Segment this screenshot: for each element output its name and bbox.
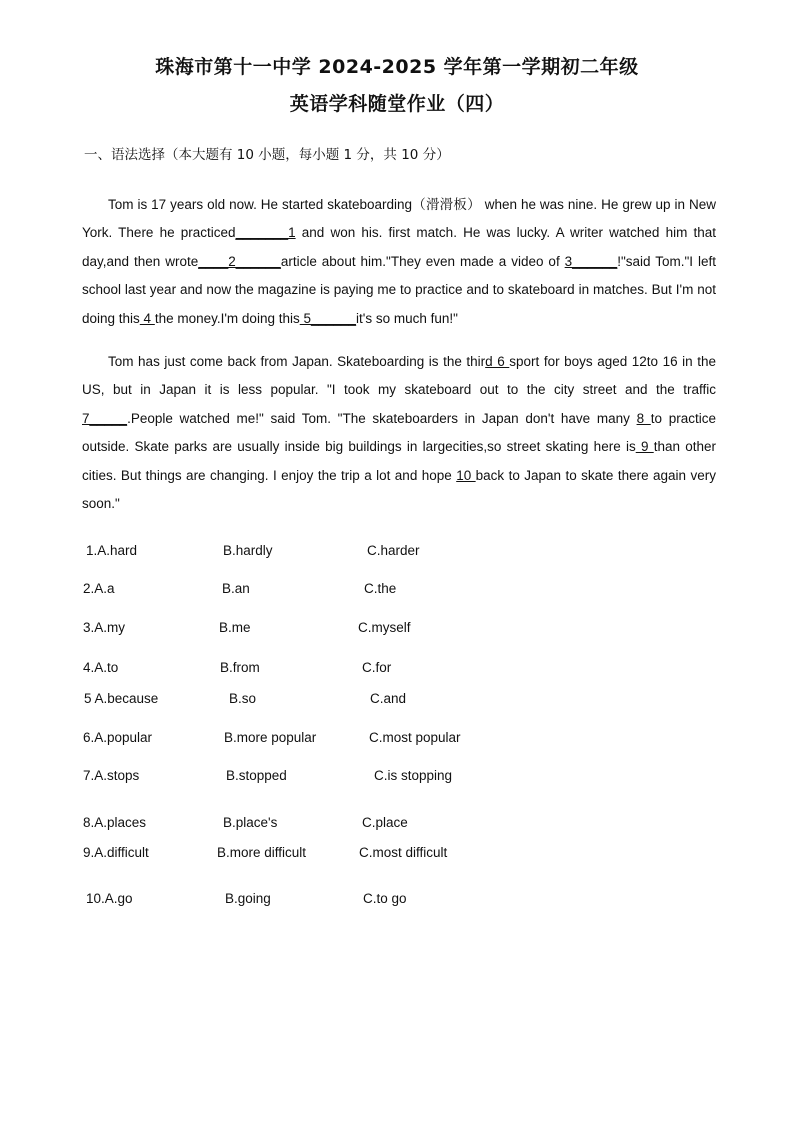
option-c: C.most difficult xyxy=(359,845,448,860)
title-line-2: 英语学科随堂作业（四） xyxy=(289,93,505,115)
option-a: 3.A.my xyxy=(83,620,126,635)
option-a: 2.A.a xyxy=(83,581,115,596)
passage-text: Tom is 17 years old now. He started skateboarding（滑滑板） when he was nine. He grew up in New York. There he practiced xyxy=(82,197,716,241)
passage-text: Tom has just come back from Japan. Skateboarding is the thir xyxy=(108,354,486,369)
option-b: B.hardly xyxy=(223,543,273,558)
option-a: 9.A.difficult xyxy=(83,845,149,860)
option-b: B.place's xyxy=(223,815,278,830)
option-a: 4.A.to xyxy=(83,660,119,675)
option-a: 6.A.popular xyxy=(83,730,153,745)
passage-text: to practice outside. Skate parks are usually inside big buildings in largecities,so street skating here is xyxy=(82,410,716,455)
blank-3: 3______ xyxy=(564,253,618,269)
option-b: B.more difficult xyxy=(217,845,307,860)
passage-text: than other cities. But things are changing. I enjoy the trip a lot and hope xyxy=(82,439,716,483)
passage-text: article about him."They even made a video of xyxy=(280,253,565,269)
option-b: B.going xyxy=(225,891,271,906)
section-heading: 一、语法选择（本大题有 10 小题，每小题 1 分，共 10 分） xyxy=(84,147,450,163)
passage-2 xyxy=(82,348,716,518)
passage-text: the money.I'm doing this xyxy=(154,310,300,326)
option-b: B.more popular xyxy=(224,730,317,745)
option-b: B.an xyxy=(222,581,250,596)
option-c: C.the xyxy=(364,581,397,596)
blank-10: 10 xyxy=(456,467,476,483)
option-a: 10.A.go xyxy=(86,891,133,906)
blank-5: 5______ xyxy=(299,310,357,326)
option-c: C.harder xyxy=(367,543,420,558)
title-line-1: 珠海市第十一中学 2024-2025 学年第一学期初二年级 xyxy=(155,56,639,78)
passage-text: sport for boys aged 12to 16 in the US, but in Japan it is less popular. "I took my skateboard out to the city street and the traffic xyxy=(82,354,716,398)
option-c: C.is stopping xyxy=(374,768,453,783)
passage-1 xyxy=(82,191,716,333)
passage-text: !"said Tom."I left school last year and now the magazine is paying me to practice and to skateboard in matches. But I'm not doing this xyxy=(82,253,716,326)
option-b: B.from xyxy=(220,660,260,675)
option-c: C.to go xyxy=(363,891,407,906)
option-b: B.stopped xyxy=(226,768,287,783)
option-c: C.place xyxy=(362,815,408,830)
blank-4: 4 xyxy=(139,310,155,326)
blank-1: _______1 xyxy=(235,225,296,241)
option-b: B.so xyxy=(229,691,257,706)
option-a: 1.A.hard xyxy=(86,543,138,558)
option-c: C.for xyxy=(362,660,392,675)
option-c: C.myself xyxy=(358,620,411,635)
blank-8: 8 xyxy=(636,410,651,426)
option-c: C.and xyxy=(370,691,407,706)
option-b: B.me xyxy=(219,620,251,635)
option-a: 5 A.because xyxy=(84,691,159,706)
passage-text: it's so much fun!" xyxy=(356,310,458,326)
passage-text: and won his. first match. He was lucky. A writer watched him that day,and then wrote xyxy=(82,225,716,269)
option-c: C.most popular xyxy=(369,730,461,745)
blank-6: d 6 xyxy=(485,354,510,369)
option-a: 7.A.stops xyxy=(83,768,140,783)
passage-text: .People watched me!" said Tom. "The skateboarders in Japan don't have many xyxy=(127,410,637,426)
blank-9: 9 xyxy=(635,439,654,455)
blank-7: 7_____ xyxy=(82,410,128,426)
passage-text: back to Japan to skate there again very soon." xyxy=(82,467,716,512)
option-a: 8.A.places xyxy=(83,815,147,830)
blank-2: ____2______ xyxy=(198,253,281,269)
